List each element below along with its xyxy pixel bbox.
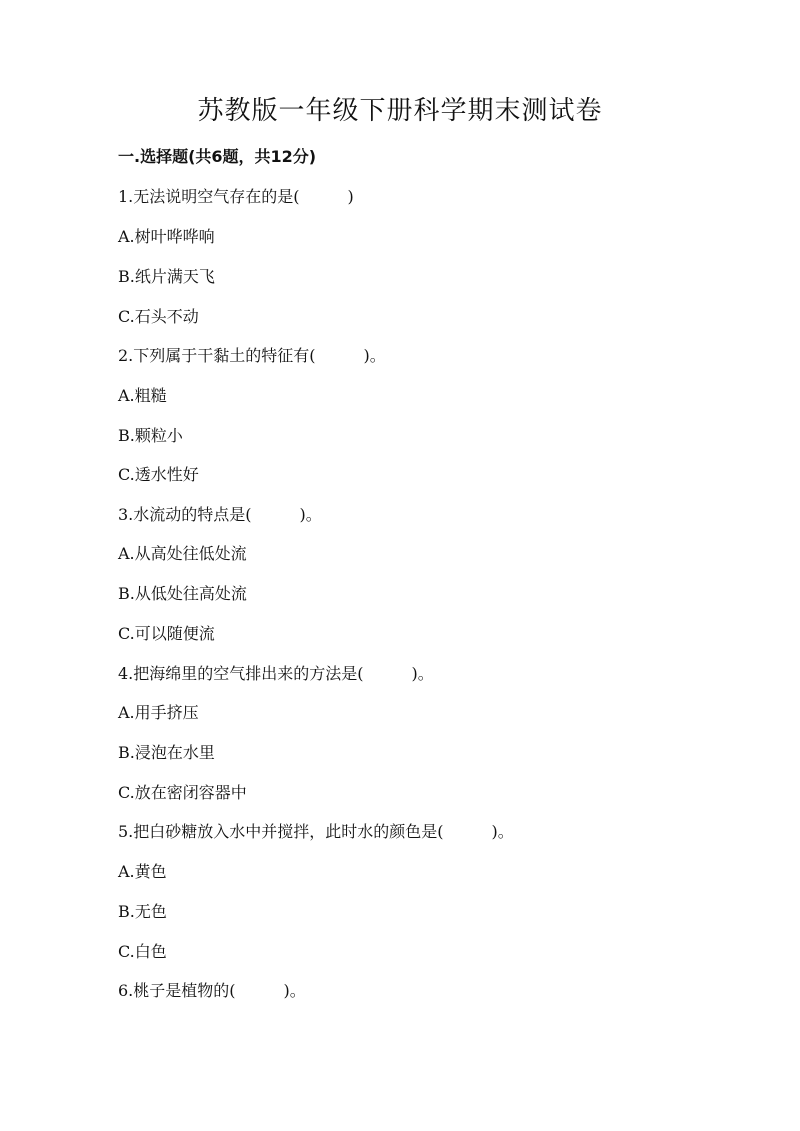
question-4-option-a: A.用手挤压 — [118, 703, 199, 722]
question-3-option-a: A.从高处往低处流 — [118, 544, 247, 563]
section-heading: 一.选择题(共6题，共12分) — [118, 147, 317, 166]
question-5-option-c: C.白色 — [118, 942, 167, 961]
question-4-stem: 4.把海绵里的空气排出来的方法是( )。 — [118, 664, 434, 683]
question-1-stem: 1.无法说明空气存在的是( ) — [118, 187, 354, 206]
question-2-option-c: C.透水性好 — [118, 465, 199, 484]
question-4-option-c: C.放在密闭容器中 — [118, 783, 247, 802]
question-1-option-a: A.树叶哗哗响 — [118, 227, 215, 246]
question-1-option-c: C.石头不动 — [118, 307, 199, 326]
question-3-option-c: C.可以随便流 — [118, 624, 215, 643]
question-6-stem: 6.桃子是植物的( )。 — [118, 981, 306, 1000]
question-3-stem: 3.水流动的特点是( )。 — [118, 505, 322, 524]
question-1-option-b: B.纸片满天飞 — [118, 267, 215, 286]
question-2-option-b: B.颗粒小 — [118, 426, 183, 445]
question-5-stem: 5.把白砂糖放入水中并搅拌，此时水的颜色是( )。 — [118, 822, 514, 841]
exam-title: 苏教版一年级下册科学期末测试卷 — [197, 96, 603, 126]
question-3-option-b: B.从低处往高处流 — [118, 584, 247, 603]
question-2-option-a: A.粗糙 — [118, 386, 167, 405]
question-5-option-b: B.无色 — [118, 902, 167, 921]
question-5-option-a: A.黄色 — [118, 862, 167, 881]
question-4-option-b: B.浸泡在水里 — [118, 743, 215, 762]
question-2-stem: 2.下列属于干黏土的特征有( )。 — [118, 346, 386, 365]
